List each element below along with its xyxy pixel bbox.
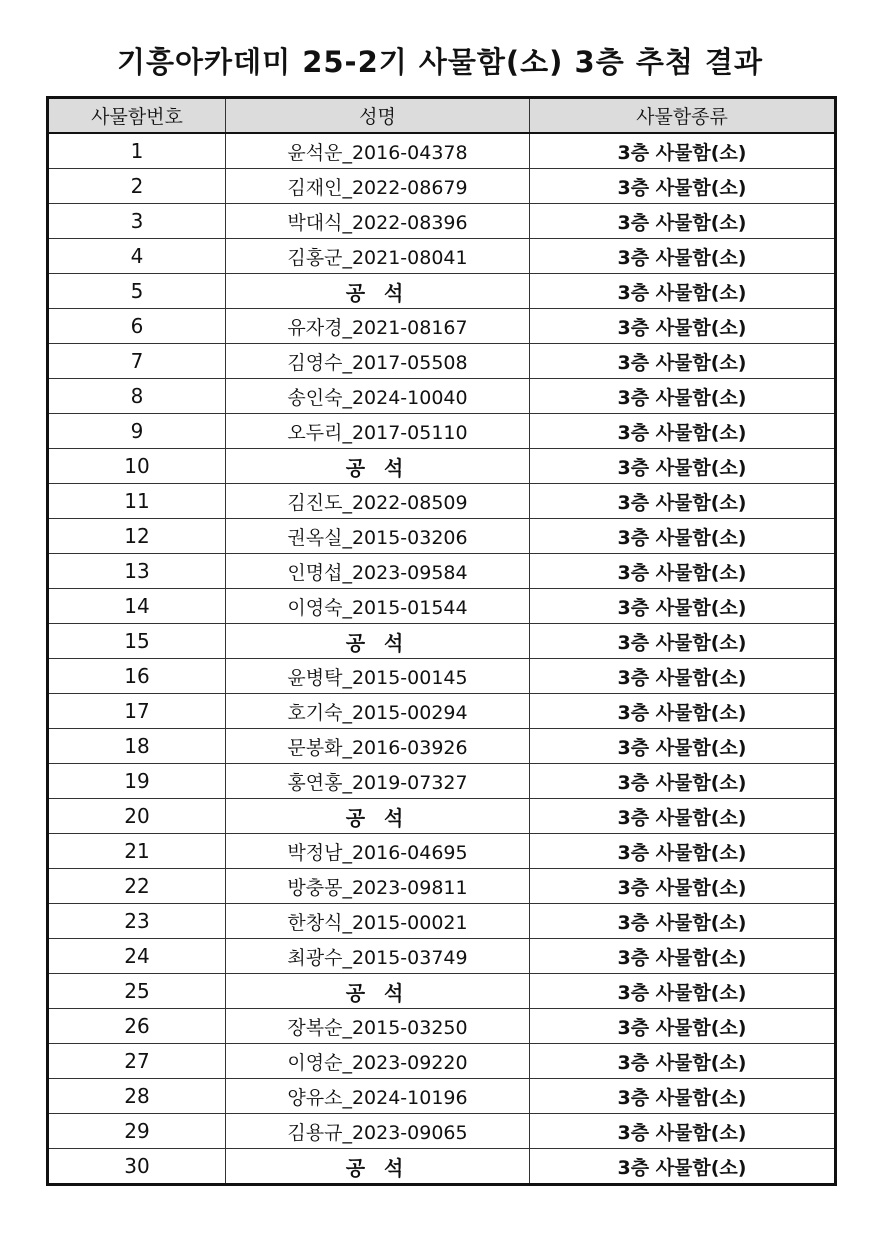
locker-type-cell: 3층 사물함(소) [530, 1079, 836, 1114]
table-header [48, 98, 836, 134]
table-row [48, 449, 836, 484]
member-name-cell: 방충몽_2023-09811 [226, 869, 530, 904]
locker-type-cell: 3층 사물함(소) [530, 309, 836, 344]
locker-number-cell: 18 [48, 729, 226, 764]
locker-number-cell: 13 [48, 554, 226, 589]
table-row [48, 519, 836, 554]
table-row [48, 974, 836, 1009]
member-name-cell: 호기숙_2015-00294 [226, 694, 530, 729]
table-row [48, 554, 836, 589]
table-row [48, 204, 836, 239]
locker-number-cell: 15 [48, 624, 226, 659]
locker-number-cell: 27 [48, 1044, 226, 1079]
locker-type-cell: 3층 사물함(소) [530, 1009, 836, 1044]
locker-number-cell: 2 [48, 169, 226, 204]
vacant-cell: 공 석 [226, 274, 530, 309]
table-row [48, 939, 836, 974]
locker-number-cell: 26 [48, 1009, 226, 1044]
locker-number-cell: 21 [48, 834, 226, 869]
locker-type-cell: 3층 사물함(소) [530, 799, 836, 834]
table-row [48, 624, 836, 659]
locker-type-cell: 3층 사물함(소) [530, 414, 836, 449]
table-row [48, 414, 836, 449]
member-name-cell: 박정남_2016-04695 [226, 834, 530, 869]
member-name-cell: 김영수_2017-05508 [226, 344, 530, 379]
table-row [48, 1009, 836, 1044]
header-locker-type: 사물함종류 [530, 98, 836, 134]
member-name-cell: 유자경_2021-08167 [226, 309, 530, 344]
header-locker-number: 사물함번호 [48, 98, 226, 134]
table-row [48, 659, 836, 694]
locker-type-cell: 3층 사물함(소) [530, 274, 836, 309]
locker-type-cell: 3층 사물함(소) [530, 589, 836, 624]
locker-type-cell: 3층 사물함(소) [530, 1114, 836, 1149]
table-row [48, 799, 836, 834]
member-name-cell: 인명섭_2023-09584 [226, 554, 530, 589]
locker-type-cell: 3층 사물함(소) [530, 449, 836, 484]
vacant-cell: 공 석 [226, 974, 530, 1009]
member-name-cell: 이영순_2023-09220 [226, 1044, 530, 1079]
locker-number-cell: 22 [48, 869, 226, 904]
locker-number-cell: 25 [48, 974, 226, 1009]
locker-type-cell: 3층 사물함(소) [530, 204, 836, 239]
locker-type-cell: 3층 사물함(소) [530, 834, 836, 869]
locker-type-cell: 3층 사물함(소) [530, 239, 836, 274]
member-name-cell: 장복순_2015-03250 [226, 1009, 530, 1044]
header-name: 성명 [226, 98, 530, 134]
member-name-cell: 김홍군_2021-08041 [226, 239, 530, 274]
member-name-cell: 송인숙_2024-10040 [226, 379, 530, 414]
member-name-cell: 윤병탁_2015-00145 [226, 659, 530, 694]
table-row [48, 1114, 836, 1149]
locker-number-cell: 20 [48, 799, 226, 834]
locker-number-cell: 3 [48, 204, 226, 239]
locker-type-cell: 3층 사물함(소) [530, 169, 836, 204]
table-row [48, 729, 836, 764]
locker-number-cell: 7 [48, 344, 226, 379]
table-row [48, 764, 836, 799]
locker-type-cell: 3층 사물함(소) [530, 624, 836, 659]
table-row [48, 589, 836, 624]
table-row [48, 834, 836, 869]
locker-assignment-table [46, 96, 837, 1186]
table-row [48, 484, 836, 519]
table-row [48, 169, 836, 204]
table-row [48, 133, 836, 169]
member-name-cell: 이영숙_2015-01544 [226, 589, 530, 624]
vacant-cell: 공 석 [226, 449, 530, 484]
member-name-cell: 오두리_2017-05110 [226, 414, 530, 449]
locker-number-cell: 4 [48, 239, 226, 274]
member-name-cell: 문봉화_2016-03926 [226, 729, 530, 764]
member-name-cell: 김재인_2022-08679 [226, 169, 530, 204]
locker-type-cell: 3층 사물함(소) [530, 694, 836, 729]
locker-number-cell: 8 [48, 379, 226, 414]
table-row [48, 694, 836, 729]
member-name-cell: 김진도_2022-08509 [226, 484, 530, 519]
locker-number-cell: 16 [48, 659, 226, 694]
vacant-cell: 공 석 [226, 1149, 530, 1185]
locker-number-cell: 9 [48, 414, 226, 449]
table-body [48, 133, 836, 1185]
locker-number-cell: 12 [48, 519, 226, 554]
table-row [48, 239, 836, 274]
locker-type-cell: 3층 사물함(소) [530, 484, 836, 519]
member-name-cell: 양유소_2024-10196 [226, 1079, 530, 1114]
table-row [48, 309, 836, 344]
locker-number-cell: 17 [48, 694, 226, 729]
locker-number-cell: 30 [48, 1149, 226, 1185]
locker-number-cell: 11 [48, 484, 226, 519]
locker-type-cell: 3층 사물함(소) [530, 729, 836, 764]
locker-number-cell: 29 [48, 1114, 226, 1149]
table-row [48, 274, 836, 309]
locker-number-cell: 14 [48, 589, 226, 624]
locker-type-cell: 3층 사물함(소) [530, 869, 836, 904]
locker-type-cell: 3층 사물함(소) [530, 1149, 836, 1185]
locker-number-cell: 1 [48, 133, 226, 169]
locker-number-cell: 6 [48, 309, 226, 344]
page-title: 기흥아카데미 25-2기 사물함(소) 3층 추첨 결과 [117, 45, 763, 79]
locker-number-cell: 19 [48, 764, 226, 799]
locker-type-cell: 3층 사물함(소) [530, 554, 836, 589]
locker-type-cell: 3층 사물함(소) [530, 519, 836, 554]
locker-type-cell: 3층 사물함(소) [530, 1044, 836, 1079]
member-name-cell: 한창식_2015-00021 [226, 904, 530, 939]
locker-number-cell: 28 [48, 1079, 226, 1114]
member-name-cell: 윤석운_2016-04378 [226, 133, 530, 169]
member-name-cell: 김용규_2023-09065 [226, 1114, 530, 1149]
locker-number-cell: 5 [48, 274, 226, 309]
member-name-cell: 홍연홍_2019-07327 [226, 764, 530, 799]
table-row [48, 1044, 836, 1079]
locker-type-cell: 3층 사물함(소) [530, 764, 836, 799]
locker-type-cell: 3층 사물함(소) [530, 133, 836, 169]
vacant-cell: 공 석 [226, 624, 530, 659]
table-row [48, 1079, 836, 1114]
locker-number-cell: 23 [48, 904, 226, 939]
table-row [48, 904, 836, 939]
locker-type-cell: 3층 사물함(소) [530, 904, 836, 939]
locker-type-cell: 3층 사물함(소) [530, 939, 836, 974]
member-name-cell: 권옥실_2015-03206 [226, 519, 530, 554]
table-row [48, 379, 836, 414]
locker-number-cell: 24 [48, 939, 226, 974]
member-name-cell: 박대식_2022-08396 [226, 204, 530, 239]
header-row [48, 98, 836, 134]
table-row [48, 1149, 836, 1185]
member-name-cell: 최광수_2015-03749 [226, 939, 530, 974]
locker-type-cell: 3층 사물함(소) [530, 974, 836, 1009]
locker-number-cell: 10 [48, 449, 226, 484]
locker-type-cell: 3층 사물함(소) [530, 659, 836, 694]
table-row [48, 869, 836, 904]
locker-type-cell: 3층 사물함(소) [530, 344, 836, 379]
table-row [48, 344, 836, 379]
locker-type-cell: 3층 사물함(소) [530, 379, 836, 414]
vacant-cell: 공 석 [226, 799, 530, 834]
